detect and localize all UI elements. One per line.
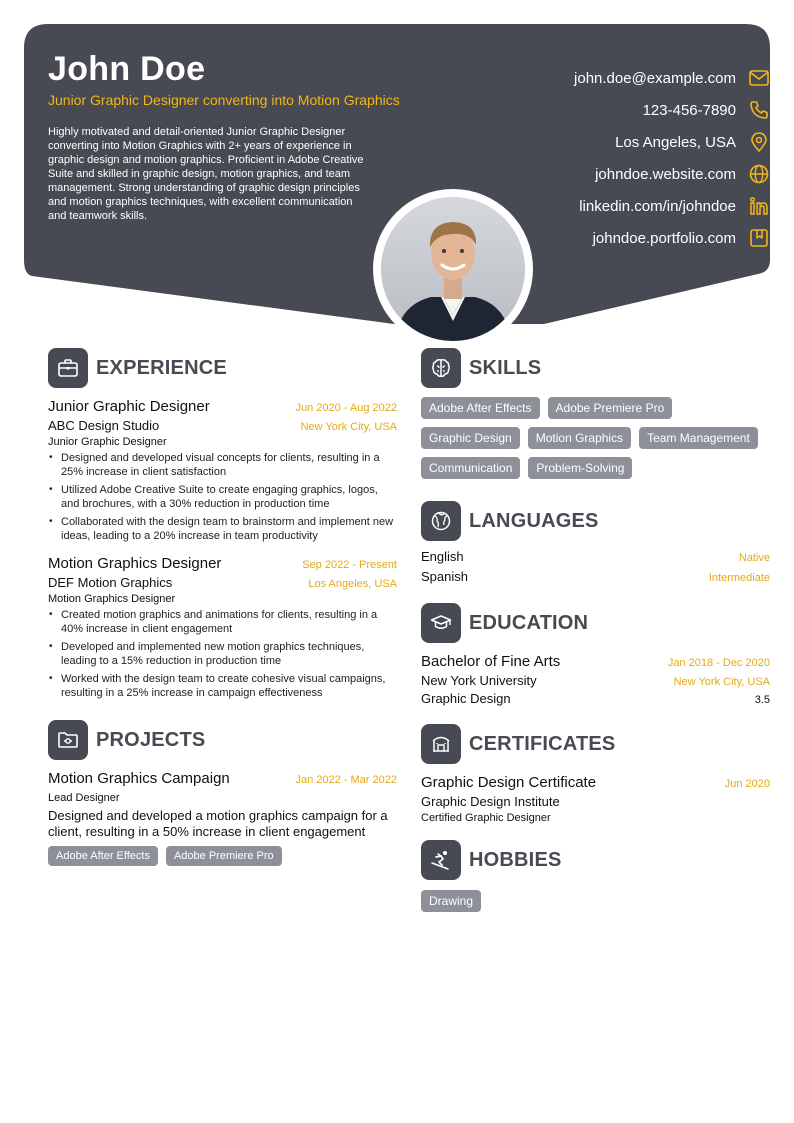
job-bullet: • Worked with the design team to create cohesive visual campaigns, resulting in a 25% increase in campaign effectiveness xyxy=(48,672,397,700)
job-company: DEF Motion Graphics xyxy=(48,575,173,590)
job-bullet: • Utilized Adobe Creative Suite to create engaging graphics, logos, and brochures, with a 30% reduction in production time xyxy=(48,483,397,511)
certificates-title: CERTIFICATES xyxy=(469,732,616,755)
experience-item xyxy=(48,398,397,543)
project-role: Lead Designer xyxy=(48,792,120,804)
languages-section-header xyxy=(421,501,770,541)
job-bullet: • Designed and developed visual concepts for clients, resulting in a 25% increase in client satisfaction xyxy=(48,451,397,479)
certificate-credential: Certified Graphic Designer xyxy=(421,812,551,824)
certificate-name: Graphic Design Certificate xyxy=(421,774,597,791)
job-bullets xyxy=(48,451,397,543)
skill-tag: Motion Graphics xyxy=(528,427,631,449)
languages-list xyxy=(421,549,770,589)
experience-title: EXPERIENCE xyxy=(96,356,227,379)
contact-email-text[interactable]: john.doe@example.com xyxy=(574,69,736,87)
language-icon xyxy=(421,501,461,541)
education-gpa: 3.5 xyxy=(754,694,770,706)
education-title: EDUCATION xyxy=(469,611,589,634)
skill-tag: Graphic Design xyxy=(421,427,520,449)
skill-tag: Team Management xyxy=(639,427,758,449)
contact-linkedin-text[interactable]: linkedin.com/in/johndoe xyxy=(579,197,736,215)
project-tag: Adobe Premiere Pro xyxy=(166,846,282,866)
job-role: Motion Graphics Designer xyxy=(48,593,176,605)
language-item xyxy=(421,549,770,569)
job-date: Sep 2022 - Present xyxy=(302,559,397,571)
skills-tags xyxy=(421,397,770,487)
phone-icon xyxy=(748,99,770,121)
education-degree: Bachelor of Fine Arts xyxy=(421,653,561,670)
skills-title: SKILLS xyxy=(469,356,542,379)
project-item xyxy=(48,770,397,874)
certificate-issuer: Graphic Design Institute xyxy=(421,794,560,809)
job-role: Junior Graphic Designer xyxy=(48,436,167,448)
contact-phone[interactable] xyxy=(450,94,770,126)
contact-website-text[interactable]: johndoe.website.com xyxy=(595,165,736,183)
job-bullet: • Developed and implemented new motion graphics techniques, leading to a 15% reduction in production time xyxy=(48,640,397,668)
certificates-section-header xyxy=(421,724,770,764)
language-level: Intermediate xyxy=(708,572,770,584)
languages-title: LANGUAGES xyxy=(469,509,599,532)
language-item xyxy=(421,569,770,589)
location-pin-icon xyxy=(748,131,770,153)
project-tags xyxy=(48,846,397,874)
globe-icon xyxy=(748,163,770,185)
portfolio-icon xyxy=(748,227,770,249)
job-company: ABC Design Studio xyxy=(48,418,160,433)
projects-title: PROJECTS xyxy=(96,728,206,751)
job-date: Jun 2020 - Aug 2022 xyxy=(295,402,397,414)
experience-item xyxy=(48,555,397,700)
candidate-tagline: Junior Graphic Designer converting into Motion Graphics xyxy=(48,92,400,108)
contact-location xyxy=(450,126,770,158)
skier-icon xyxy=(421,840,461,880)
project-description: Designed and developed a motion graphics campaign for a client, resulting in a 50% increase in client engagement xyxy=(48,808,388,839)
hobbies-tags xyxy=(421,890,770,920)
brain-icon xyxy=(421,348,461,388)
skill-tag: Adobe After Effects xyxy=(421,397,540,419)
project-date: Jan 2022 - Mar 2022 xyxy=(295,774,397,786)
mail-icon xyxy=(748,67,770,89)
hobbies-section-header xyxy=(421,840,770,880)
education-school: New York University xyxy=(421,673,537,688)
right-column xyxy=(421,348,770,920)
skills-section-header xyxy=(421,348,770,388)
briefcase-icon xyxy=(48,348,88,388)
institution-icon xyxy=(421,724,461,764)
certificate-item xyxy=(421,774,770,824)
project-title: Motion Graphics Campaign xyxy=(48,770,230,787)
job-location: New York City, USA xyxy=(300,421,397,433)
education-location: New York City, USA xyxy=(673,676,770,688)
left-column xyxy=(48,348,397,874)
job-location: Los Angeles, USA xyxy=(308,578,397,590)
project-tag: Adobe After Effects xyxy=(48,846,158,866)
education-date: Jan 2018 - Dec 2020 xyxy=(667,657,770,669)
job-bullets xyxy=(48,608,397,700)
linkedin-icon xyxy=(748,195,770,217)
experience-section-header xyxy=(48,348,397,388)
skill-tag: Communication xyxy=(421,457,520,479)
education-item xyxy=(421,653,770,706)
skill-tag: Adobe Premiere Pro xyxy=(548,397,673,419)
contact-email[interactable] xyxy=(450,62,770,94)
hobbies-title: HOBBIES xyxy=(469,848,562,871)
hobby-tag: Drawing xyxy=(421,890,481,912)
candidate-name: John Doe xyxy=(48,50,206,88)
contact-location-text: Los Angeles, USA xyxy=(615,133,736,151)
job-bullet: • Created motion graphics and animations for clients, resulting in a 40% increase in client engagement xyxy=(48,608,397,636)
skill-tag: Problem-Solving xyxy=(528,457,632,479)
education-section-header xyxy=(421,603,770,643)
education-field: Graphic Design xyxy=(421,691,511,706)
language-name: English xyxy=(421,549,464,564)
job-title: Motion Graphics Designer xyxy=(48,555,222,572)
job-title: Junior Graphic Designer xyxy=(48,398,210,415)
graduation-cap-icon xyxy=(421,603,461,643)
language-level: Native xyxy=(738,552,770,564)
folder-icon xyxy=(48,720,88,760)
profile-photo xyxy=(381,197,525,341)
contact-portfolio-text[interactable]: johndoe.portfolio.com xyxy=(592,229,736,247)
certificate-date: Jun 2020 xyxy=(724,778,770,790)
profile-summary: Highly motivated and detail-oriented Junior Graphic Designer converting into Motion Graphics with 2+ years of experience in graphic design and motion graphics. Proficient in Adobe Creative Suite and skilled in graphic design, motion graphics, and team management. Strong understanding of graphic design principles and motion graphics techniques, with excellent communication and teamwork skills. xyxy=(48,126,364,222)
contact-phone-text[interactable]: 123-456-7890 xyxy=(642,101,736,119)
contact-website[interactable] xyxy=(450,158,770,190)
job-bullet: • Collaborated with the design team to brainstorm and implement new ideas, leading to a 20% increase in team productivity xyxy=(48,515,397,543)
projects-section-header xyxy=(48,720,397,760)
language-name: Spanish xyxy=(421,569,468,584)
